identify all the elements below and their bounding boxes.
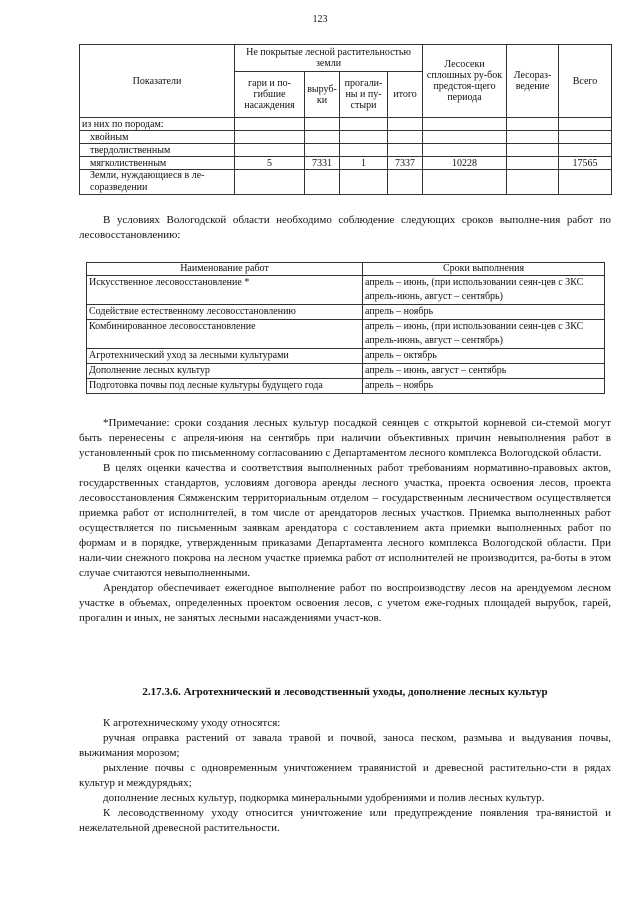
table-cell: [559, 144, 612, 157]
work-terms: апрель – октябрь: [363, 349, 605, 364]
paragraph-text: В условиях Вологодской области необходимо соблюдение следующих сроков выполне-ния работ по лесовосстановлению:: [79, 214, 611, 241]
table-row: [80, 131, 612, 144]
table-cell: 1: [340, 157, 388, 170]
table-cell: [423, 170, 507, 195]
section-paragraph: рыхление почвы с одновременным уничтожением травянистой и древесной растительно-сти в рядах культур и междурядьях;: [79, 762, 611, 789]
header-felling: Лесосеки сплошных ру-бок предстоя-щего периода: [423, 45, 507, 118]
header-burnt: гари и по-гибшие насаждения: [235, 72, 305, 118]
table-cell: [340, 131, 388, 144]
table-cell: [559, 131, 612, 144]
work-schedule-table: [86, 262, 605, 394]
table-row: [80, 157, 612, 170]
table-cell: [340, 144, 388, 157]
table-row: [80, 170, 612, 195]
header-total-sub: итого: [388, 72, 423, 118]
table-cell: [423, 118, 507, 131]
table-cell: [423, 144, 507, 157]
table-cell: [559, 118, 612, 131]
table-cell: [507, 118, 559, 131]
section-paragraph: дополнение лесных культур, подкормка минеральными удобрениями и полив лесных культур.: [103, 792, 545, 804]
table-cell: [305, 118, 340, 131]
note-paragraph: *Примечание: сроки создания лесных культур посадкой сеянцев с открытой корневой си-стемой могут быть перенесены с апреля-июня на сентябрь при наличии объективных причин невыполнения работ в установленный срок по письменному согласованию с Департаментом лесного комплекса Вологодской области.: [79, 417, 611, 459]
table-row: [87, 349, 605, 364]
table-row: [87, 364, 605, 379]
table-cell: [388, 131, 423, 144]
work-name: Искусственное лесовосстановление *: [87, 276, 363, 305]
land-categories-table: [79, 44, 612, 195]
table-cell: 17565: [559, 157, 612, 170]
header-work: Наименование работ: [87, 263, 363, 276]
table-cell: [388, 170, 423, 195]
table-cell: 10228: [423, 157, 507, 170]
intro-paragraph: [79, 213, 611, 243]
body-text: [79, 416, 611, 626]
header-glades: прогали-ны и пу-стыри: [340, 72, 388, 118]
table-cell: 7331: [305, 157, 340, 170]
work-terms: апрель – июнь, (при использовании сеян-цев с ЗКС апрель-июнь, август – сентябрь): [363, 276, 605, 305]
table-cell: [507, 131, 559, 144]
section-paragraph: К лесоводственному уходу относится уничтожение или предупреждение появления тра-вянистой и нежелательной древесной растительности.: [79, 807, 611, 834]
table-cell: [340, 170, 388, 195]
table-cell: [340, 118, 388, 131]
table-cell: [507, 144, 559, 157]
header-indicators: Показатели: [80, 45, 235, 118]
header-non-forest-group: Не покрытые лесной растительностью земли: [235, 45, 423, 72]
table-row: [80, 118, 612, 131]
table-cell: [305, 131, 340, 144]
row-label: Земли, нуждающиеся в ле-соразведении: [80, 170, 235, 195]
table-cell: [388, 118, 423, 131]
section-paragraph: К агротехническому уходу относятся:: [103, 717, 281, 729]
work-name: Агротехнический уход за лесными культурами: [87, 349, 363, 364]
tenant-paragraph: Арендатор обеспечивает ежегодное выполнение работ по воспроизводству лесов на арендуемом лесном участке в объемах, определенных проектом освоения лесов, с учетом еже-годных площадей вырубок, гарей, прогалин и иных, не занятых лесными насаждениями участ-ков.: [79, 582, 611, 624]
row-label: из них по породам:: [80, 118, 235, 131]
table-row: [87, 320, 605, 349]
table-row: [80, 144, 612, 157]
table-cell: [423, 131, 507, 144]
section-body: [79, 716, 611, 836]
header-clearings: выруб-ки: [305, 72, 340, 118]
header-total: Всего: [559, 45, 612, 118]
work-terms: апрель – ноябрь: [363, 379, 605, 394]
table-cell: [507, 157, 559, 170]
table-cell: [388, 144, 423, 157]
page-number: 123: [312, 14, 328, 25]
table-cell: [235, 118, 305, 131]
work-terms: апрель – июнь, август – сентябрь: [363, 364, 605, 379]
table-cell: [305, 170, 340, 195]
work-name: Содействие естественному лесовосстановлению: [87, 305, 363, 320]
table-cell: [235, 144, 305, 157]
table-row: [87, 379, 605, 394]
table-cell: [235, 170, 305, 195]
acceptance-paragraph: В целях оценки качества и соответствия выполненных работ требованиям нормативно-правовых актов, государственных стандартов, условиям договора аренды лесного участка, проекта освоения лесов, проекта лесовосстановления Сямженским территориальным отделом – государственным лесничеством осуществляется приемка работ от исполнителей, в том числе от арендаторов лесных участков. Приемка выполненных работ осуществляется по письменным заявкам арендатора с составлением акта приемки выполненных работ по формам и в порядке, утвержденным приказами Департамента лесного комплекса Вологодской области. При нали-чии снежного покрова на лесном участке приемка работ от исполнителей не производится, ра-боты в этом случае считаются невыполненными.: [79, 462, 611, 579]
table-cell: [235, 131, 305, 144]
header-reforestation: Лесораз-ведение: [507, 45, 559, 118]
table-cell: [507, 170, 559, 195]
work-name: Подготовка почвы под лесные культуры будущего года: [87, 379, 363, 394]
table-cell: [305, 144, 340, 157]
work-name: Дополнение лесных культур: [87, 364, 363, 379]
table-cell: 7337: [388, 157, 423, 170]
work-terms: апрель – ноябрь: [363, 305, 605, 320]
table-row: [87, 305, 605, 320]
section-paragraph: ручная оправка растений от завала травой и почвой, заноса песком, размыва и выдувания почвы, выжимания морозом;: [79, 732, 611, 759]
table-row: [87, 276, 605, 305]
section-heading: 2.17.3.6. Агротехнический и лесоводственный уходы, дополнение лесных культур: [142, 686, 548, 698]
table-cell: 5: [235, 157, 305, 170]
row-label: твердолиственным: [80, 144, 235, 157]
table-cell: [559, 170, 612, 195]
row-label: мягколиственным: [80, 157, 235, 170]
work-name: Комбинированное лесовосстановление: [87, 320, 363, 349]
work-terms: апрель – июнь, (при использовании сеян-цев с ЗКС апрель-июнь, август – сентябрь): [363, 320, 605, 349]
header-terms: Сроки выполнения: [363, 263, 605, 276]
row-label: хвойным: [80, 131, 235, 144]
